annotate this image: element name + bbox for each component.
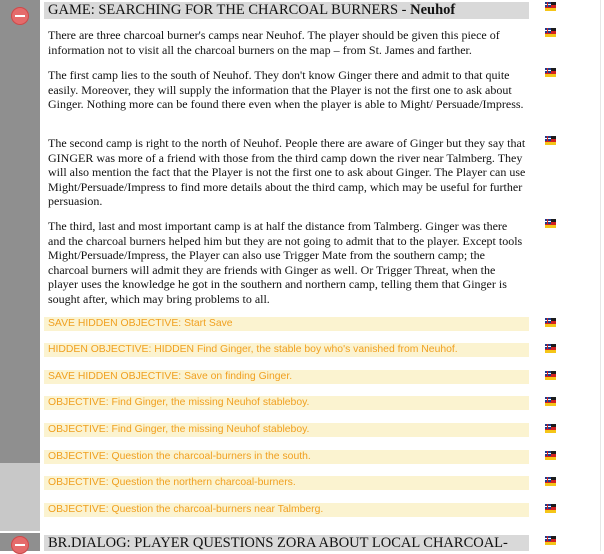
left-rail-active-section [0, 0, 40, 463]
language-flag-icon[interactable] [545, 318, 556, 327]
section-title-text: GAME: SEARCHING FOR THE CHARCOAL BURNERS - [48, 2, 411, 18]
paragraph-3: The second camp is right to the north of Neuhof. People there are aware of Ginger but they say that GINGER was more of a friend with those from the third camp down the river near Talmberg. They will also mention the fact that the Player is not the first one to ask about Ginger. The Player can use Might/Persuade/Impress to find more details about the third camp, which may be useful for further persuasion. [48, 136, 526, 209]
language-flag-icon[interactable] [545, 68, 556, 77]
collapse-section-button[interactable] [11, 7, 29, 25]
language-flag-icon[interactable] [545, 28, 556, 37]
language-flag-icon[interactable] [545, 371, 556, 380]
paragraph-2: The first camp lies to the south of Neuhof. They don't know Ginger there and admit to that quite easily. Moreover, they will supply the information that the Player is not the first one to ask about Ginger. Nothing more can be found there even when the player is able to Might/ Persuade/Impress. [48, 68, 524, 112]
objective-item[interactable]: OBJECTIVE: Question the charcoal-burners in the south. [44, 450, 529, 464]
scrollbar-track[interactable] [600, 0, 601, 551]
paragraph-1: There are three charcoal burner's camps near Neuhof. The player should be given this piece of information not to visit all the charcoal burners on the map – from St. James and farther. [48, 28, 500, 57]
language-flag-icon[interactable] [545, 219, 556, 228]
next-section-title: BR.DIALOG: PLAYER QUESTIONS ZORA ABOUT LOCAL CHARCOAL- [44, 535, 529, 551]
language-flag-icon[interactable] [545, 504, 556, 513]
objective-item[interactable]: OBJECTIVE: Question the charcoal-burners near Talmberg. [44, 503, 529, 517]
objective-item[interactable]: SAVE HIDDEN OBJECTIVE: Save on finding Ginger. [44, 370, 529, 384]
section-title [44, 2, 529, 19]
objective-item[interactable]: OBJECTIVE: Find Ginger, the missing Neuhof stableboy. [44, 396, 529, 410]
language-flag-icon[interactable] [545, 451, 556, 460]
section-title-location: Neuhof [410, 2, 456, 18]
language-flag-icon[interactable] [545, 344, 556, 353]
language-flag-icon[interactable] [545, 424, 556, 433]
language-flag-icon[interactable] [545, 536, 556, 545]
paragraph-4: The third, last and most important camp is at half the distance from Talmberg. Ginger was there and the charcoal burners helped him but they are not going to admit that to the player. Except tools Might/Persuade/Impress, the Player can also use Trigger Mate from the southern camp; the charcoal burners will admit they are friends with Ginger as well. Or Trigger Threat, when the player uses the knowledge he got in the southern and northern camp, telling them that Ginger is sought after, which may bring problems to all. [48, 219, 523, 306]
objective-item[interactable]: OBJECTIVE: Question the northern charcoal-burners. [44, 476, 529, 490]
language-flag-icon[interactable] [545, 477, 556, 486]
collapse-next-section-button[interactable] [11, 536, 29, 554]
objective-item[interactable]: SAVE HIDDEN OBJECTIVE: Start Save [44, 317, 529, 331]
objective-item[interactable]: HIDDEN OBJECTIVE: HIDDEN Find Ginger, the stable boy who's vanished from Neuhof. [44, 343, 529, 357]
language-flag-icon[interactable] [545, 2, 556, 11]
language-flag-icon[interactable] [545, 397, 556, 406]
objective-item[interactable]: OBJECTIVE: Find Ginger, the missing Neuhof stableboy. [44, 423, 529, 437]
language-flag-icon[interactable] [545, 136, 556, 145]
